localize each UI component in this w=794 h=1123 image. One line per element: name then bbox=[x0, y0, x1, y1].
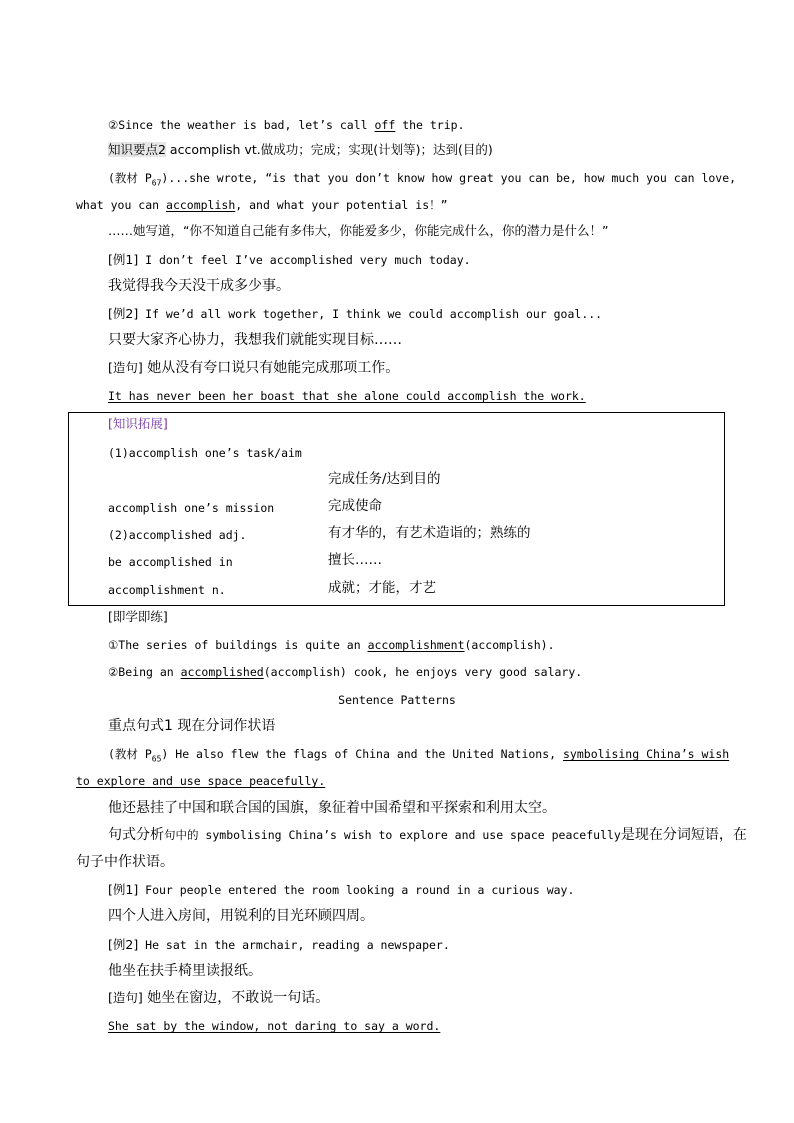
pattern-example-1 bbox=[108, 882, 574, 898]
box-row3-en: (2)accomplished adj. bbox=[108, 528, 247, 542]
box-row4-en: be accomplished in bbox=[108, 555, 233, 569]
page-subscript: 65 bbox=[151, 754, 162, 764]
analysis-label: 句式分析 bbox=[108, 827, 164, 843]
text: (教材 P bbox=[108, 171, 152, 185]
underlined-word: accomplish bbox=[166, 198, 236, 212]
box-row5-en: accomplishment n. bbox=[108, 583, 226, 597]
pattern-1-title: 重点句式1 现在分词作状语 bbox=[108, 718, 276, 734]
box-row3-cn: 有才华的，有艺术造诣的；熟练的 bbox=[328, 525, 531, 541]
example-text: Four people entered the room looking a round in a curious way. bbox=[138, 883, 575, 897]
answer: accomplishment bbox=[367, 638, 465, 652]
box-row1-cn: 完成任务/达到目的 bbox=[328, 471, 441, 487]
textbook-quote-line2 bbox=[76, 197, 448, 213]
answer: accomplished bbox=[180, 665, 264, 679]
text: (教材 P bbox=[108, 747, 152, 761]
box-row2-cn: 完成使命 bbox=[328, 498, 382, 514]
practice-label: [即学即练] bbox=[108, 609, 168, 624]
page-subscript: 67 bbox=[151, 178, 162, 188]
text: ) He also flew the flags of China and the United Nations, bbox=[161, 747, 563, 761]
pattern-example-2 bbox=[108, 937, 450, 953]
box-row4-cn: 擅长…… bbox=[328, 552, 382, 568]
example-label: [例1] bbox=[108, 252, 139, 267]
textbook-quote-line1 bbox=[108, 170, 736, 191]
example-label: [例1] bbox=[108, 882, 139, 897]
pattern-example-2-translation: 他坐在扶手椅里读报纸。 bbox=[108, 963, 262, 979]
knowledge-point-title: accomplish vt.做成功；完成；实现(计划等)；达到(目的) bbox=[165, 142, 493, 157]
answer-off: off bbox=[374, 118, 396, 132]
box-title: [知识拓展] bbox=[108, 416, 168, 431]
text: , and what your potential is！” bbox=[235, 198, 448, 212]
pattern-make-sentence bbox=[108, 990, 329, 1006]
example-2-translation: 只要大家齐心协力，我想我们就能实现目标…… bbox=[108, 332, 402, 348]
pattern-textbook-line2: to explore and use space peacefully. bbox=[76, 774, 326, 788]
analysis-text: 是现在分词短语，在 bbox=[620, 827, 747, 843]
box-row2-en: accomplish one’s mission bbox=[108, 501, 275, 515]
knowledge-point-2 bbox=[108, 142, 493, 158]
underlined-phrase: symbolising China’s wish bbox=[563, 747, 730, 761]
section-heading: Sentence Patterns bbox=[338, 693, 456, 707]
example-1 bbox=[108, 252, 471, 268]
text: what you can bbox=[76, 198, 167, 212]
pattern-analysis-cont: 句子中作状语。 bbox=[76, 854, 174, 870]
box-row5-cn: 成就；才能，才艺 bbox=[328, 580, 436, 596]
example-label: [例2] bbox=[108, 937, 139, 952]
text: the trip. bbox=[395, 118, 465, 132]
pattern-textbook-line1 bbox=[108, 746, 729, 767]
make-sentence-label: [造句] bbox=[108, 990, 143, 1005]
make-sentence bbox=[108, 360, 399, 376]
pattern-example-1-translation: 四个人进入房间，用锐利的目光环顾四周。 bbox=[108, 908, 374, 924]
example-text: He sat in the armchair, reading a newspaper. bbox=[138, 938, 450, 952]
practice-q1 bbox=[108, 637, 555, 653]
knowledge-expansion-box bbox=[68, 412, 725, 606]
pattern-analysis bbox=[108, 827, 747, 843]
example-2 bbox=[108, 306, 602, 322]
make-sentence-prompt: 她从没有夸口说只有她能完成那项工作。 bbox=[142, 360, 400, 376]
box-row1-en: (1)accomplish one’s task/aim bbox=[108, 446, 302, 460]
text: )...she wrote, “is that you don’t know how great you can be, how much you can love, bbox=[161, 171, 737, 185]
example-label: [例2] bbox=[108, 306, 139, 321]
analysis-text: 句中的 symbolising China’s wish to explore and use space peacefully bbox=[164, 828, 621, 842]
make-sentence-answer: It has never been her boast that she alone could accomplish the work. bbox=[108, 389, 586, 403]
knowledge-point-tag: 知识要点2 bbox=[108, 142, 166, 157]
text: (accomplish). bbox=[464, 638, 555, 652]
practice-q2 bbox=[108, 664, 582, 680]
text: ②Since the weather is bad, let’s call bbox=[108, 118, 375, 132]
pattern-textbook-translation: 他还悬挂了中国和联合国的国旗，象征着中国希望和平探索和利用太空。 bbox=[108, 800, 556, 816]
example-text: I don’t feel I’ve accomplished very much today. bbox=[138, 253, 471, 267]
make-sentence-prompt: 她坐在窗边，不敢说一句话。 bbox=[142, 990, 330, 1006]
line-call-off bbox=[108, 117, 465, 133]
text: (accomplish) cook, he enjoys very good salary. bbox=[263, 665, 583, 679]
example-text: If we’d all work together, I think we could accomplish our goal... bbox=[138, 307, 603, 321]
text: ①The series of buildings is quite an bbox=[108, 638, 368, 652]
text: ②Being an bbox=[108, 665, 181, 679]
textbook-translation: ……她写道，“你不知道自己能有多伟大，你能爱多少，你能完成什么，你的潜力是什么！” bbox=[108, 223, 609, 238]
make-sentence-label: [造句] bbox=[108, 360, 143, 375]
example-1-translation: 我觉得我今天没干成多少事。 bbox=[108, 278, 290, 294]
pattern-make-sentence-answer: She sat by the window, not daring to say a word. bbox=[108, 1019, 441, 1033]
